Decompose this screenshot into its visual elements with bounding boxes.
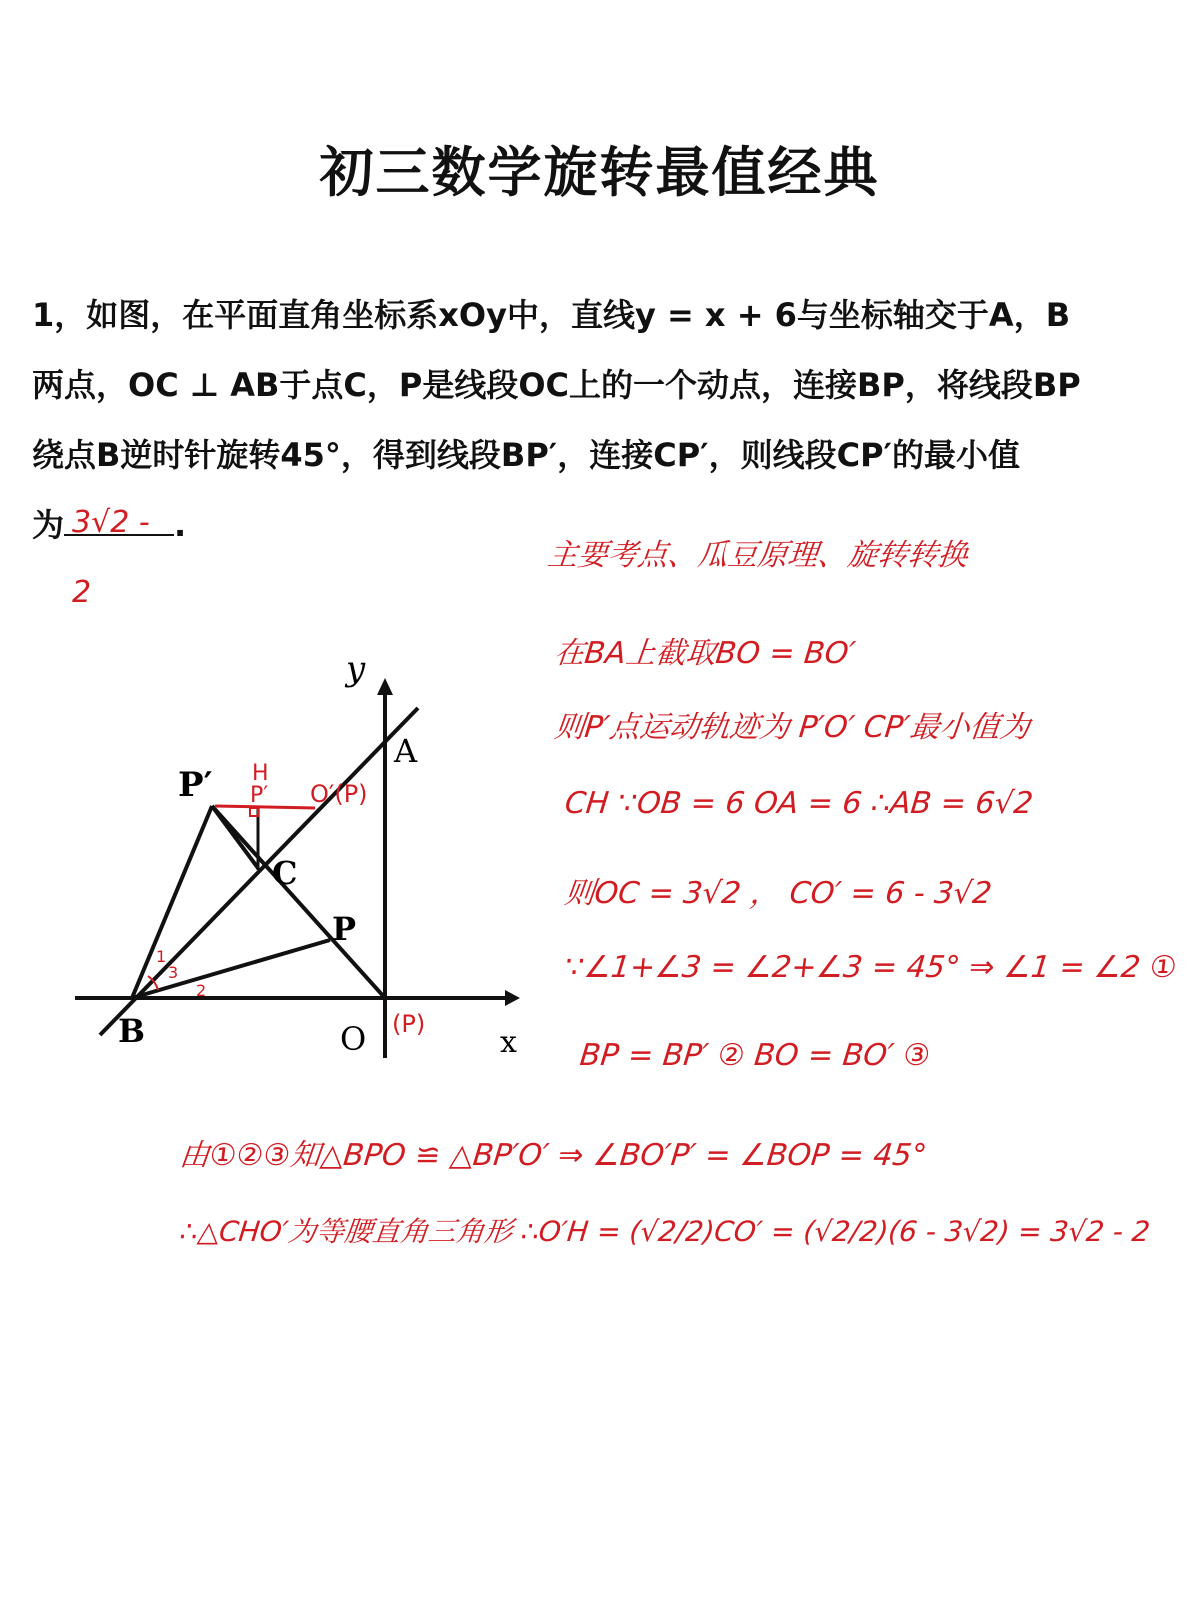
label-o-p: (P): [392, 1010, 426, 1038]
label-y: y: [346, 649, 366, 689]
note-lengths: CH ∵OB = 6 OA = 6 ∴AB = 6√2: [563, 786, 1035, 821]
label-angle-3: 3: [168, 963, 179, 982]
problem-line-1: 1，如图，在平面直角坐标系xOy中，直线y = x + 6与坐标轴交于A，B: [32, 296, 1071, 334]
label-a: A: [394, 732, 418, 770]
note-congruent: 由①②③知△BPO ≌ △BP′O′ ⇒ ∠BO′P′ = ∠BOP = 45°: [177, 1138, 929, 1173]
geometry-figure: [60, 640, 530, 1070]
note-angles: ∵∠1+∠3 = ∠2+∠3 = 45° ⇒ ∠1 = ∠2 ①: [563, 950, 1179, 985]
y-axis-arrow-icon: [377, 678, 393, 695]
label-c: C: [272, 854, 298, 892]
note-construct: 在BA上截取BO = BO′: [552, 636, 857, 671]
label-angle-1: 1: [156, 947, 167, 966]
line-ab: [100, 708, 418, 1035]
label-x: x: [500, 1025, 517, 1060]
label-p-prime-red: P′: [250, 783, 269, 808]
problem-statement: [32, 280, 1162, 610]
note-oc: 则OC = 3√2 ， CO′ = 6 - 3√2: [562, 876, 994, 911]
label-h: H: [252, 761, 269, 786]
answer-value: 3√2 - 2: [72, 505, 150, 610]
label-o-prime-p: O′(P): [310, 780, 368, 808]
problem-line-3: 绕点B逆时针旋转45°，得到线段BP′，连接CP′，则线段CP′的最小值: [32, 436, 1020, 474]
note-key-points: 主要考点、瓜豆原理、旋转转换: [545, 538, 970, 573]
answer-suffix: .: [174, 506, 187, 544]
note-locus: 则P′点运动轨迹为 P′O′ CP′最小值为: [552, 710, 1032, 745]
page-title: 初三数学旋转最值经典: [319, 141, 880, 204]
problem-line-2: 两点，OC ⊥ AB于点C，P是线段OC上的一个动点，连接BP，将线段BP: [32, 366, 1081, 404]
x-axis-arrow-icon: [505, 990, 520, 1006]
label-angle-2: 2: [196, 981, 207, 1000]
note-equal-sides: BP = BP′ ② BO = BO′ ③: [578, 1038, 933, 1073]
segment-oc-p-prime: [212, 806, 385, 998]
answer-blank: [64, 494, 174, 610]
label-o: O: [340, 1020, 367, 1058]
note-conclusion: ∴△CHO′为等腰直角三角形 ∴O′H = (√2/2)CO′ = (√2/2)(6 - 3√2) = 3√2 - 2: [178, 1215, 1152, 1248]
answer-prefix: 为: [32, 506, 65, 544]
label-p: P: [332, 910, 357, 948]
label-b: B: [118, 1012, 146, 1050]
label-p-prime: P′: [178, 765, 213, 805]
